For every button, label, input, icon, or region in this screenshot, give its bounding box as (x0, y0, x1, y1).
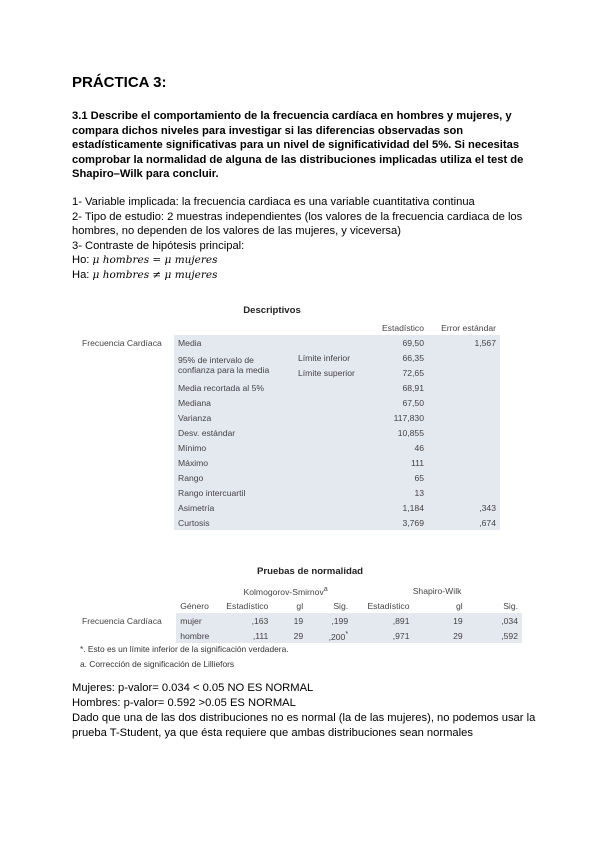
answers-block (72, 195, 542, 283)
row-label: Máximo (174, 455, 366, 470)
ks-header: Kolmogorov-Smirnov$^a$ (243, 584, 328, 597)
table-row (78, 395, 500, 410)
conclusion-final: Dado que una de las dos distribuciones no es normal (la de las mujeres), no podemos usar la prueba T-Student, ya que ésta requiere que ambas distribuciones sean normales (72, 712, 536, 739)
variable-label: Frecuencia Cardíaca (82, 337, 162, 348)
normalidad-table (78, 583, 522, 643)
row-stat: 69,50 (366, 335, 428, 350)
row-err: 1,567 (428, 335, 500, 350)
table-row (78, 455, 500, 470)
ic-upper-stat: 72,65 (366, 365, 428, 380)
row-stat: 3,769 (366, 515, 428, 530)
row-stat: 117,830 (366, 410, 428, 425)
ks-stat-cell: ,111 (219, 628, 272, 643)
col-estadistico: Estadístico (381, 322, 424, 333)
sw-gl-cell: 19 (414, 613, 467, 628)
table-row (78, 440, 500, 455)
row-label: Rango (174, 470, 366, 485)
ks-gl-cell: 19 (272, 613, 307, 628)
col-sw-sig: Sig. (503, 600, 518, 611)
sw-sig-cell: ,592 (467, 628, 522, 643)
row-err (428, 440, 500, 455)
table-row (78, 500, 500, 515)
alt-hypothesis-expression: μ hombres ≠ μ mujeres (92, 268, 218, 281)
null-hypothesis-expression: μ hombres = μ mujeres (92, 254, 218, 267)
row-err (428, 395, 500, 410)
question-text: 3.1 Describe el comportamiento de la frecuencia cardíaca en hombres y mujeres, y compara dichos niveles para investigar si las diferencias observadas son estadísticamente significativas para un nivel de significatividad del 5%. Si necesitas comprobar la normalidad de alguna de las distribuciones implicadas utiliza el test de Shapiro–Wilk para concluir. (72, 110, 524, 181)
ks-superscript: a (323, 584, 328, 593)
table-row (78, 485, 500, 500)
row-label: Asimetría (174, 500, 366, 515)
row-stat: 10,855 (366, 425, 428, 440)
col-error-estandar: Error estándar (441, 322, 496, 333)
descriptivos-caption: Descriptivos (243, 305, 301, 316)
row-stat: 1,184 (366, 500, 428, 515)
ks-stat-cell: ,163 (219, 613, 272, 628)
row-stat: 68,91 (366, 380, 428, 395)
row-err (428, 485, 500, 500)
answer-variable: 1- Variable implicada: la frecuencia cardiaca es una variable cuantitativa continua (72, 196, 475, 208)
table-row (78, 350, 500, 365)
ic-lower-label: Límite inferior (294, 350, 366, 365)
descriptivos-table (78, 320, 500, 530)
row-stat: 65 (366, 470, 428, 485)
normalidad-column-header (78, 598, 522, 613)
col-genero: Género (180, 600, 209, 611)
col-sw-estadistico: Estadístico (367, 600, 410, 611)
row-label: Rango intercuartil (174, 485, 366, 500)
col-ks-estadistico: Estadístico (226, 600, 269, 611)
answer-study-type: 2- Tipo de estudio: 2 muestras independientes (los valores de la frecuencia cardiaca de los hombres, no dependen de los valores de las mujeres, y viceversa) (72, 210, 523, 238)
row-label: Mediana (174, 395, 366, 410)
row-err (428, 410, 500, 425)
row-stat: 111 (366, 455, 428, 470)
conclusion-block (72, 681, 542, 741)
row-stat: 46 (366, 440, 428, 455)
row-label: Media recortada al 5% (174, 380, 366, 395)
ks-sig-cell: ,199 (307, 613, 352, 628)
sw-header: Shapiro-Wilk (412, 585, 462, 596)
col-ks-sig: Sig. (333, 600, 349, 611)
normalidad-caption: Pruebas de normalidad (256, 566, 364, 577)
table-row (78, 470, 500, 485)
row-stat: 13 (366, 485, 428, 500)
genero-cell: hombre (176, 628, 219, 643)
conclusion-hombres: Hombres: p-valor= 0.592 >0.05 ES NORMAL (72, 697, 296, 709)
row-stat: 67,50 (366, 395, 428, 410)
genero-cell: mujer (176, 613, 219, 628)
col-sw-gl: gl (455, 600, 463, 611)
table-row (78, 613, 522, 628)
table-row (78, 515, 500, 530)
descriptivos-header-row (78, 320, 500, 335)
sw-stat-cell: ,891 (352, 613, 413, 628)
row-label: Curtosis (174, 515, 366, 530)
table-row (78, 380, 500, 395)
table-row (78, 628, 522, 643)
variable-label: Frecuencia Cardíaca (82, 615, 162, 626)
table-row (78, 425, 500, 440)
ks-sig-cell: ,200* (307, 628, 352, 643)
answer-hypothesis-heading: 3- Contraste de hipótesis principal: (72, 239, 245, 252)
normalidad-group-header (78, 583, 522, 598)
ic-lower-stat: 66,35 (366, 350, 428, 365)
col-ks-gl: gl (296, 600, 304, 611)
ks-gl-cell: 29 (272, 628, 307, 643)
alt-hypothesis (72, 268, 542, 283)
sw-stat-cell: ,971 (352, 628, 413, 643)
alt-hypothesis-prefix: Ha: (72, 268, 90, 281)
row-label: Media (174, 335, 366, 350)
row-err (428, 380, 500, 395)
row-err: ,343 (428, 500, 500, 515)
ks-sig-superscript: * (345, 629, 349, 638)
ic-upper-label: Límite superior (294, 365, 366, 380)
row-err: ,674 (428, 515, 500, 530)
row-err (428, 425, 500, 440)
ic-label: 95% de intervalo de confianza para la media (174, 350, 294, 380)
footnote-lilliefors: a. Corrección de significación de Lilliefors (80, 659, 235, 669)
sw-sig-cell: ,034 (467, 613, 522, 628)
row-err (428, 470, 500, 485)
null-hypothesis (72, 253, 542, 268)
row-label: Varianza (174, 410, 366, 425)
null-hypothesis-prefix: Ho: (72, 254, 90, 267)
conclusion-mujeres: Mujeres: p-valor= 0.034 < 0.05 NO ES NORMAL (72, 682, 314, 694)
page-title: PRÁCTICA 3: (72, 74, 167, 91)
row-label: Mínimo (174, 440, 366, 455)
row-label: Desv. estándar (174, 425, 366, 440)
sw-gl-cell: 29 (414, 628, 467, 643)
footnote-limit: *. Esto es un límite inferior de la significación verdadera. (80, 644, 289, 654)
row-err (428, 455, 500, 470)
table-row (78, 335, 500, 350)
table-row (78, 410, 500, 425)
